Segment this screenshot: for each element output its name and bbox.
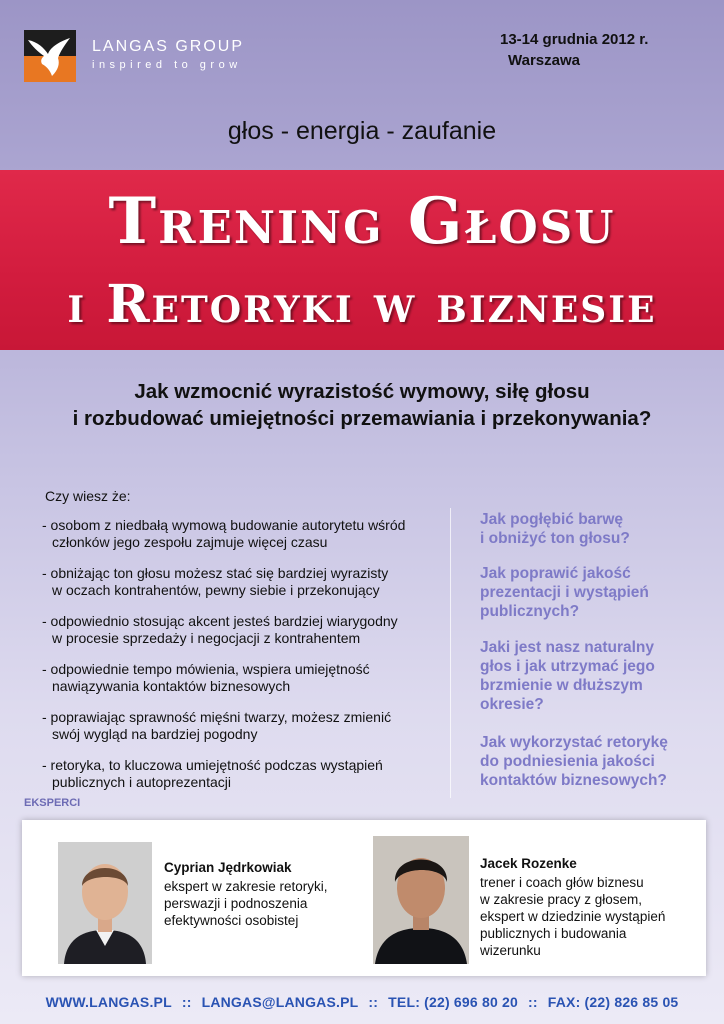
question-line: Jak poprawić jakość [480,565,631,582]
fact-line: w oczach kontrahentów, pewny siebie i przekonujący [52,582,380,598]
expert-name-2: Jacek Rozenke [480,856,577,871]
question-line: do podniesienia jakości [480,753,655,770]
phone-number: TEL: (22) 696 80 20 [388,994,519,1010]
fact-line: publicznych i autoprezentacji [52,774,231,790]
question-line: kontaktów biznesowych? [480,772,667,789]
headline-line-1: Jak wzmocnić wyrazistość wymowy, siłę głosu [134,380,590,403]
expert-line: ekspert w dziedzinie wystąpień [480,909,666,924]
fact-line: - osobom z niedbałą wymową budowanie autorytetu wśród [42,517,406,533]
title-line-2: i Retoryki w biznesie [67,274,657,335]
question-line: głos i jak utrzymać jego [480,658,655,675]
list-item [42,613,442,647]
question-2 [480,564,720,621]
brand-tagline: inspired to grow [92,59,242,71]
contact-footer [0,994,724,1010]
event-date: 13-14 grudnia 2012 r. [500,31,649,48]
expert-line: efektywności osobistej [164,913,299,928]
fact-line: swój wygląd na bardziej pogodny [52,726,258,742]
expert-description-1 [164,878,328,929]
question-line: brzmienie w dłuższym [480,677,643,694]
fact-line: - odpowiednie tempo mówienia, wspiera umiejętność [42,661,370,677]
expert-line: wizerunku [480,943,541,958]
bird-logo-icon [24,30,76,82]
email-link[interactable]: LANGAS@LANGAS.PL [201,994,359,1010]
fact-line: - odpowiednio stosując akcent jesteś bardziej wiarygodny [42,613,398,629]
did-you-know-heading: Czy wiesz że: [45,488,131,504]
footer-separator: :: [368,994,379,1010]
question-line: Jaki jest nasz naturalny [480,639,655,656]
question-1 [480,510,720,548]
question-line: i obniżyć ton głosu? [480,530,630,547]
fax-number: FAX: (22) 826 85 05 [547,994,679,1010]
title-line-1: Trening Głosu [108,184,616,259]
brand-name: LANGAS GROUP [92,38,245,55]
fact-line: - obniżając ton głosu możesz stać się bardziej wyrazisty [42,565,389,581]
motto: głos - energia - zaufanie [227,117,497,145]
question-3 [480,638,720,714]
list-item [42,709,442,743]
question-line: prezentacji i wystąpień [480,584,649,601]
website-link[interactable]: WWW.LANGAS.PL [45,994,172,1010]
expert-photo-1 [58,842,152,964]
question-4 [480,733,720,790]
expert-line: publicznych i budowania [480,926,627,941]
question-line: okresie? [480,696,544,713]
expert-name-1: Cyprian Jędrkowiak [164,860,292,875]
experts-label: EKSPERCI [24,797,81,809]
headline-line-2: i rozbudować umiejętności przemawiania i przekonywania? [72,407,652,430]
question-line: Jak pogłębić barwę [480,511,623,528]
list-item [42,757,442,791]
person-photo-icon [58,842,152,964]
fact-line: w procesie sprzedaży i negocjacji z kontrahentem [52,630,361,646]
expert-line: perswazji i podnoszenia [164,896,308,911]
list-item [42,661,442,695]
expert-photo-2 [373,836,469,964]
question-line: publicznych? [480,603,580,620]
expert-line: w zakresie pracy z głosem, [480,892,643,907]
column-divider [450,508,451,798]
facts-list [42,517,442,805]
fact-line: nawiązywania kontaktów biznesowych [52,678,291,694]
list-item [42,565,442,599]
expert-description-2 [480,874,665,959]
fact-line: - poprawiając sprawność mięśni twarzy, możesz zmienić [42,709,392,725]
footer-separator: :: [181,994,192,1010]
question-line: Jak wykorzystać retorykę [480,734,668,751]
list-item [42,517,442,551]
fact-line: - retoryka, to kluczowa umiejętność podczas wystąpień [42,757,383,773]
fact-line: członków jego zespołu zajmuje więcej czasu [52,534,328,550]
event-city: Warszawa [508,52,580,69]
langas-logo [24,30,76,82]
expert-line: ekspert w zakresie retoryki, [164,879,328,894]
expert-line: trener i coach głów biznesu [480,875,644,890]
person-photo-icon [373,836,469,964]
footer-separator: :: [528,994,538,1010]
